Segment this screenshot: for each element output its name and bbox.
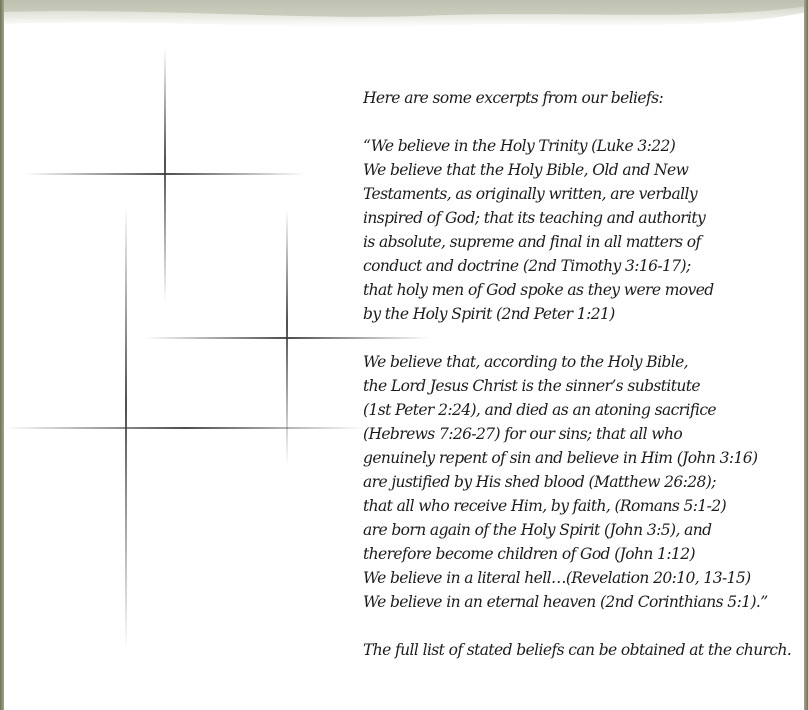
text-line: (Hebrews 7:26-27) for our sins; that all who: [363, 425, 683, 443]
right-frame-border: [804, 0, 808, 710]
text-line: We believe in a literal hell…(Revelation 20:10, 13-15): [363, 569, 751, 587]
text-line: that holy men of God spoke as they were moved: [363, 281, 714, 299]
closing-text: The full list of stated beliefs can be obtained at the church.: [363, 641, 792, 659]
text-line: We believe that, according to the Holy Bible,: [363, 353, 689, 371]
text-line: We believe that the Holy Bible, Old and New: [363, 161, 689, 179]
beliefs-paragraph-1: [363, 134, 803, 326]
text-line: (1st Peter 2:24), and died as an atoning sacrifice: [363, 401, 716, 419]
text-line: inspired of God; that its teaching and authority: [363, 209, 706, 227]
text-line: that all who receive Him, by faith, (Romans 5:1-2): [363, 497, 727, 515]
cross-icon: [25, 48, 305, 303]
beliefs-text: [363, 86, 803, 662]
beliefs-paragraph-2: [363, 350, 803, 614]
cross-icon: [5, 205, 365, 650]
intro-text: Here are some excerpts from our beliefs:: [363, 89, 664, 107]
text-line: therefore become children of God (John 1:12): [363, 545, 695, 563]
text-line: by the Holy Spirit (2nd Peter 1:21): [363, 305, 615, 323]
text-line: “We believe in the Holy Trinity (Luke 3:22): [363, 137, 676, 155]
text-line: are justified by His shed blood (Matthew 26:28);: [363, 473, 716, 491]
text-line: Testaments, as originally written, are verbally: [363, 185, 697, 203]
left-frame-border: [0, 0, 4, 710]
text-line: We believe in an eternal heaven (2nd Corinthians 5:1).”: [363, 593, 768, 611]
text-line: genuinely repent of sin and believe in Him (John 3:16): [363, 449, 758, 467]
text-line: the Lord Jesus Christ is the sinner’s substitute: [363, 377, 700, 395]
text-line: are born again of the Holy Spirit (John 3:5), and: [363, 521, 712, 539]
text-line: conduct and doctrine (2nd Timothy 3:16-17);: [363, 257, 691, 275]
text-line: is absolute, supreme and final in all matters of: [363, 233, 701, 251]
